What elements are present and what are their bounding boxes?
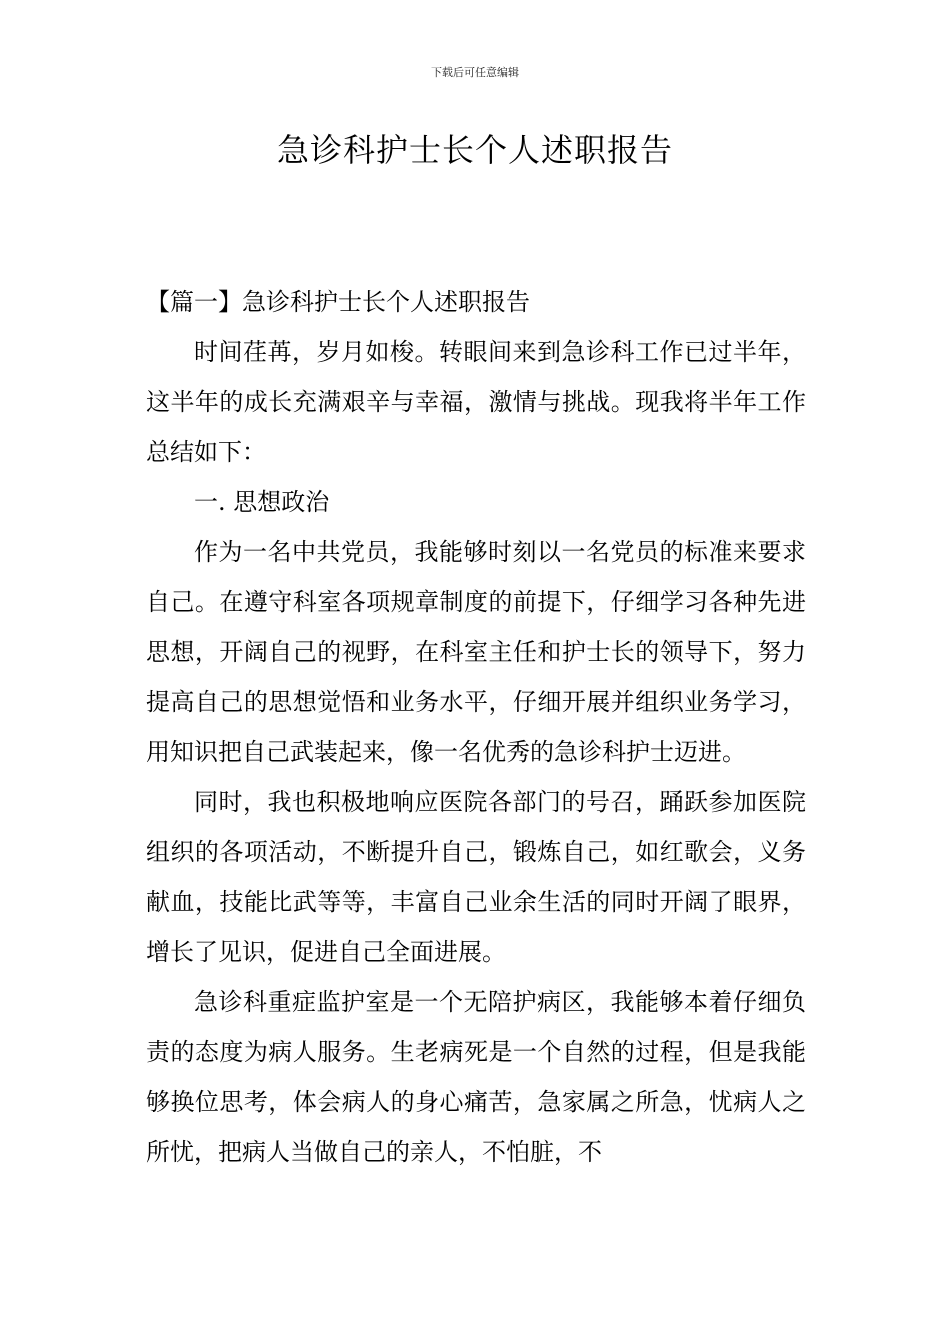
- paragraph-icu-service: 急诊科重症监护室是一个无陪护病区，我能够本着仔细负责的态度为病人服务。生老病死是一个自然的过程，但是我能够换位思考，体会病人的身心痛苦，急家属之所急，忧病人之所忧，把病人当做自己的亲人，不怕脏，不: [146, 988, 806, 1166]
- document-title: 急诊科护士长个人述职报告: [276, 131, 673, 169]
- paragraph-intro: 时间荏苒，岁月如梭。转眼间来到急诊科工作已过半年，这半年的成长充满艰辛与幸福，激情与挑战。现我将半年工作总结如下：: [146, 338, 806, 466]
- section-heading: 【篇一】急诊科护士长个人述职报告: [146, 288, 530, 316]
- paragraph-party-member: 作为一名中共党员，我能够时刻以一名党员的标准来要求自己。在遵守科室各项规章制度的前提下，仔细学习各种先进思想，开阔自己的视野，在科室主任和护士长的领导下，努力提高自己的思想觉悟和业务水平，仔细开展并组织业务学习，用知识把自己武装起来，像一名优秀的急诊科护士迈进。: [146, 538, 806, 766]
- header-note: 下载后可任意编辑: [431, 66, 519, 79]
- paragraph-activities: 同时，我也积极地响应医院各部门的号召，踊跃参加医院组织的各项活动，不断提升自己，锻炼自己，如红歌会，义务献血，技能比武等等，丰富自己业余生活的同时开阔了眼界，增长了见识，促进自己全面进展。: [146, 788, 806, 966]
- document-body: [146, 277, 806, 1177]
- subsection-heading: 一. 思想政治: [194, 488, 330, 516]
